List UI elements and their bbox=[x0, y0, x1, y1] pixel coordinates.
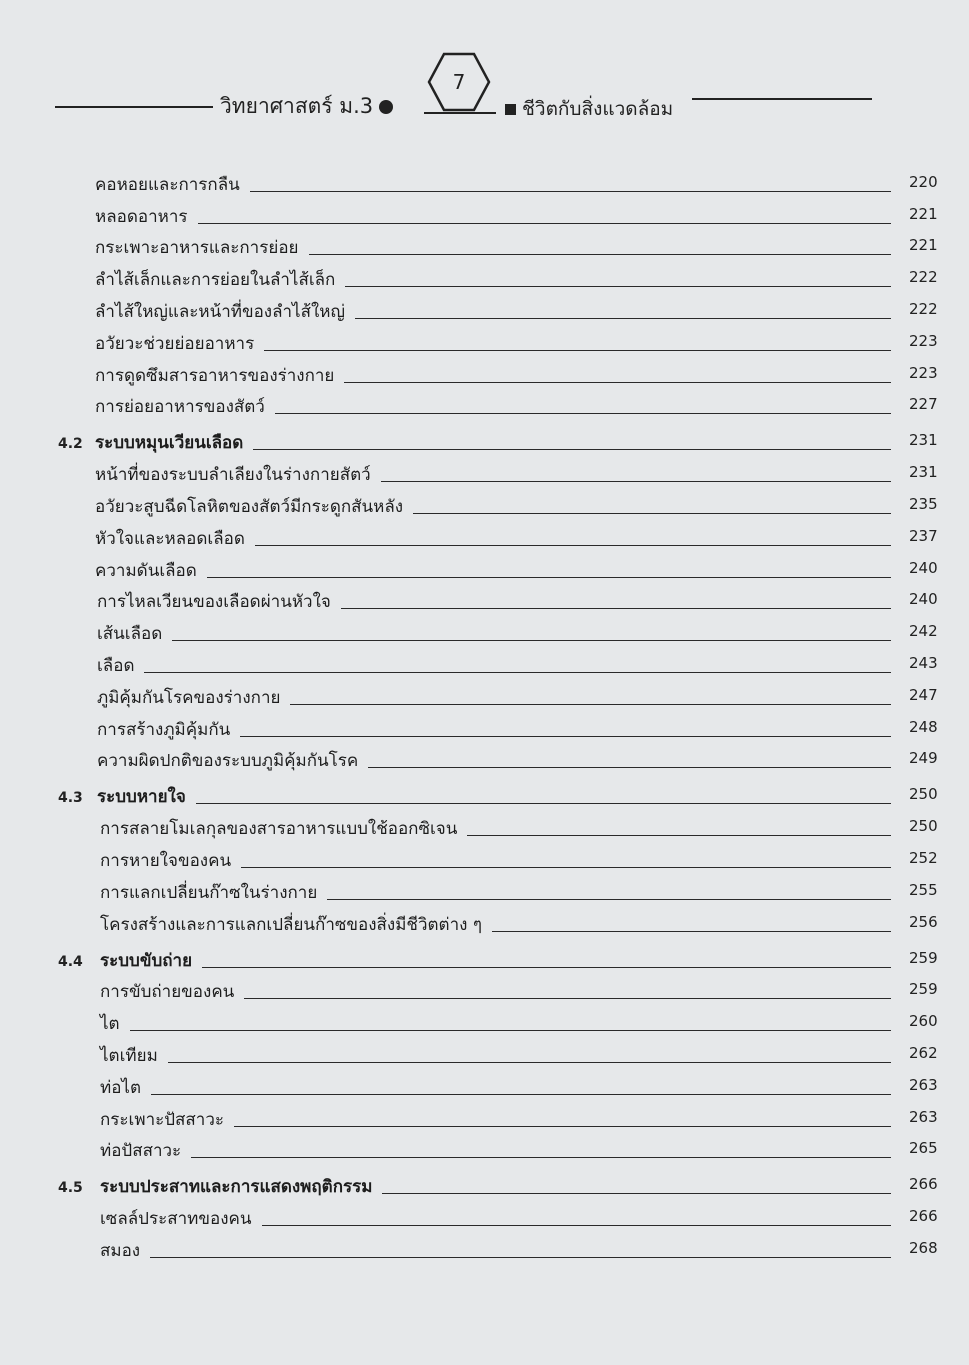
header-subject bbox=[220, 90, 393, 123]
page-number: 263 bbox=[909, 1075, 938, 1094]
toc-row bbox=[0, 1105, 969, 1137]
leader-line bbox=[413, 513, 891, 514]
page-number: 266 bbox=[909, 1207, 938, 1226]
toc-row bbox=[0, 747, 969, 779]
toc-row bbox=[0, 265, 969, 297]
page-number: 222 bbox=[909, 268, 938, 287]
page-number: 262 bbox=[909, 1043, 938, 1062]
leader-line bbox=[144, 672, 891, 673]
page-number: 223 bbox=[909, 363, 938, 382]
toc-row bbox=[0, 234, 969, 266]
toc-row bbox=[0, 910, 969, 942]
page-number: 231 bbox=[909, 463, 938, 482]
leader-line bbox=[381, 481, 891, 482]
page-number: 242 bbox=[909, 622, 938, 641]
header-topic-text: ชีวิตกับสิ่งแวดล้อม bbox=[522, 98, 674, 120]
page-number: 256 bbox=[909, 912, 938, 931]
toc-row bbox=[0, 1041, 969, 1073]
toc-section-row bbox=[0, 942, 969, 978]
section-number: 4.2 bbox=[58, 436, 83, 453]
toc-row bbox=[0, 1204, 969, 1236]
leader-line bbox=[467, 835, 891, 836]
leader-line bbox=[264, 350, 891, 351]
page-number: 240 bbox=[909, 590, 938, 609]
leader-line bbox=[172, 640, 891, 641]
page-number: 237 bbox=[909, 526, 938, 545]
page-number: 265 bbox=[909, 1139, 938, 1158]
toc-row bbox=[0, 393, 969, 425]
toc-entry-title: การดูดซึมสารอาหารของร่างกาย bbox=[95, 365, 335, 386]
leader-line bbox=[290, 704, 891, 705]
table-of-contents bbox=[0, 170, 969, 1268]
bullet-icon bbox=[379, 100, 393, 114]
leader-line bbox=[250, 191, 891, 192]
leader-line bbox=[368, 767, 891, 768]
page-number: 221 bbox=[909, 204, 938, 223]
toc-row bbox=[0, 1137, 969, 1169]
toc-entry-title: สมอง bbox=[100, 1240, 141, 1261]
toc-row bbox=[0, 1073, 969, 1105]
leader-line bbox=[241, 867, 891, 868]
page-number: 266 bbox=[909, 1175, 938, 1194]
page-number: 249 bbox=[909, 749, 938, 768]
leader-line bbox=[151, 1094, 891, 1095]
toc-row bbox=[0, 683, 969, 715]
toc-entry-title: ลำไส้ใหญ่และหน้าที่ของลำไส้ใหญ่ bbox=[95, 301, 345, 322]
toc-row bbox=[0, 846, 969, 878]
chapter-badge bbox=[427, 50, 491, 114]
toc-entry-title: เลือด bbox=[97, 655, 135, 676]
toc-entry-title: กระเพาะปัสสาวะ bbox=[100, 1109, 225, 1130]
toc-row bbox=[0, 588, 969, 620]
chapter-number: 7 bbox=[452, 70, 466, 94]
toc-row bbox=[0, 170, 969, 202]
leader-line bbox=[196, 803, 891, 804]
page-number: 227 bbox=[909, 395, 938, 414]
toc-row bbox=[0, 556, 969, 588]
page-number: 243 bbox=[909, 653, 938, 672]
header-rule-under-badge bbox=[424, 112, 496, 114]
leader-line bbox=[130, 1030, 891, 1031]
toc-entry-title: ลำไส้เล็กและการย่อยในลำไส้เล็ก bbox=[95, 270, 336, 291]
toc-row bbox=[0, 1009, 969, 1041]
leader-line bbox=[198, 223, 891, 224]
leader-line bbox=[168, 1062, 891, 1063]
page-number: 260 bbox=[909, 1012, 938, 1031]
leader-line bbox=[234, 1126, 891, 1127]
toc-row bbox=[0, 978, 969, 1010]
page-number: 255 bbox=[909, 880, 938, 899]
toc-entry-title: เส้นเลือด bbox=[97, 624, 163, 645]
leader-line bbox=[262, 1225, 892, 1226]
toc-entry-title: ท่อปัสสาวะ bbox=[100, 1141, 182, 1162]
leader-line bbox=[341, 608, 891, 609]
toc-entry-title: การสลายโมเลกุลของสารอาหารแบบใช้ออกซิเจน bbox=[100, 819, 458, 840]
leader-line bbox=[150, 1257, 891, 1258]
toc-entry-title: ภูมิคุ้มกันโรคของร่างกาย bbox=[97, 687, 281, 708]
toc-entry-title: การแลกเปลี่ยนก๊าซในร่างกาย bbox=[100, 882, 318, 903]
toc-section-row bbox=[0, 424, 969, 460]
toc-entry-title: โครงสร้างและการแลกเปลี่ยนก๊าซของสิ่งมีชีวิตต่าง ๆ bbox=[100, 914, 482, 935]
toc-section-row bbox=[0, 778, 969, 814]
toc-entry-title: ท่อไต bbox=[100, 1077, 142, 1098]
toc-entry-title: ความผิดปกติของระบบภูมิคุ้มกันโรค bbox=[97, 751, 359, 772]
page-header bbox=[0, 0, 969, 140]
toc-entry-title: กระเพาะอาหารและการย่อย bbox=[95, 238, 299, 259]
section-number: 4.4 bbox=[58, 953, 83, 970]
header-rule-right bbox=[692, 98, 872, 100]
toc-row bbox=[0, 460, 969, 492]
leader-line bbox=[202, 967, 891, 968]
page-number: 240 bbox=[909, 558, 938, 577]
page-number: 259 bbox=[909, 948, 938, 967]
toc-row bbox=[0, 878, 969, 910]
square-bullet-icon bbox=[505, 104, 516, 115]
page-number: 250 bbox=[909, 817, 938, 836]
toc-entry-title: การไหลเวียนของเลือดผ่านหัวใจ bbox=[97, 592, 331, 613]
leader-line bbox=[345, 286, 891, 287]
leader-line bbox=[309, 254, 892, 255]
toc-entry-title: ความดันเลือด bbox=[95, 560, 197, 581]
page-number: 268 bbox=[909, 1238, 938, 1257]
toc-entry-title: ระบบขับถ่าย bbox=[100, 950, 193, 971]
section-number: 4.3 bbox=[58, 790, 83, 807]
page-number: 250 bbox=[909, 785, 938, 804]
page-number: 235 bbox=[909, 494, 938, 513]
page-number: 247 bbox=[909, 685, 938, 704]
toc-entry-title: หลอดอาหาร bbox=[95, 206, 188, 227]
toc-row bbox=[0, 651, 969, 683]
leader-line bbox=[207, 577, 891, 578]
leader-line bbox=[253, 449, 891, 450]
page-number: 223 bbox=[909, 331, 938, 350]
leader-line bbox=[191, 1157, 891, 1158]
header-rule-left bbox=[55, 106, 213, 108]
toc-row bbox=[0, 715, 969, 747]
toc-row bbox=[0, 814, 969, 846]
toc-row bbox=[0, 619, 969, 651]
toc-row bbox=[0, 1236, 969, 1268]
page-number: 259 bbox=[909, 980, 938, 999]
toc-section-row bbox=[0, 1168, 969, 1204]
leader-line bbox=[344, 382, 891, 383]
toc-entry-title: หัวใจและหลอดเลือด bbox=[95, 528, 245, 549]
toc-entry-title: ไตเทียม bbox=[100, 1045, 158, 1066]
toc-entry-title: ระบบประสาทและการแสดงพฤติกรรม bbox=[100, 1177, 373, 1198]
toc-entry-title: การสร้างภูมิคุ้มกัน bbox=[97, 719, 231, 740]
toc-entry-title: อวัยวะช่วยย่อยอาหาร bbox=[95, 333, 255, 354]
toc-row bbox=[0, 297, 969, 329]
toc-row bbox=[0, 492, 969, 524]
leader-line bbox=[492, 931, 891, 932]
leader-line bbox=[275, 413, 891, 414]
leader-line bbox=[255, 545, 891, 546]
toc-entry-title: หน้าที่ของระบบลำเลียงในร่างกายสัตว์ bbox=[95, 465, 371, 486]
section-number: 4.5 bbox=[58, 1180, 83, 1197]
toc-row bbox=[0, 361, 969, 393]
toc-row bbox=[0, 524, 969, 556]
header-subject-text: วิทยาศาสตร์ ม.3 bbox=[220, 94, 374, 118]
toc-entry-title: เซลล์ประสาทของคน bbox=[100, 1209, 252, 1230]
toc-row bbox=[0, 202, 969, 234]
leader-line bbox=[244, 998, 891, 999]
toc-entry-title: ไต bbox=[100, 1014, 120, 1035]
toc-entry-title: อวัยวะสูบฉีดโลหิตของสัตว์มีกระดูกสันหลัง bbox=[95, 496, 404, 517]
toc-entry-title: การย่อยอาหารของสัตว์ bbox=[95, 397, 265, 418]
leader-line bbox=[327, 899, 891, 900]
leader-line bbox=[382, 1193, 891, 1194]
toc-entry-title: ระบบหมุนเวียนเลือด bbox=[95, 433, 244, 454]
page-number: 220 bbox=[909, 172, 938, 191]
page-number: 263 bbox=[909, 1107, 938, 1126]
page-number: 231 bbox=[909, 431, 938, 450]
toc-entry-title: คอหอยและการกลืน bbox=[95, 174, 240, 195]
page-number: 248 bbox=[909, 717, 938, 736]
leader-line bbox=[240, 736, 891, 737]
page-number: 222 bbox=[909, 299, 938, 318]
page-number: 252 bbox=[909, 848, 938, 867]
toc-row bbox=[0, 329, 969, 361]
toc-entry-title: การหายใจของคน bbox=[100, 850, 232, 871]
toc-entry-title: ระบบหายใจ bbox=[97, 787, 186, 808]
leader-line bbox=[355, 318, 891, 319]
header-topic bbox=[505, 94, 673, 124]
toc-entry-title: การขับถ่ายของคน bbox=[100, 982, 235, 1003]
page-number: 221 bbox=[909, 236, 938, 255]
